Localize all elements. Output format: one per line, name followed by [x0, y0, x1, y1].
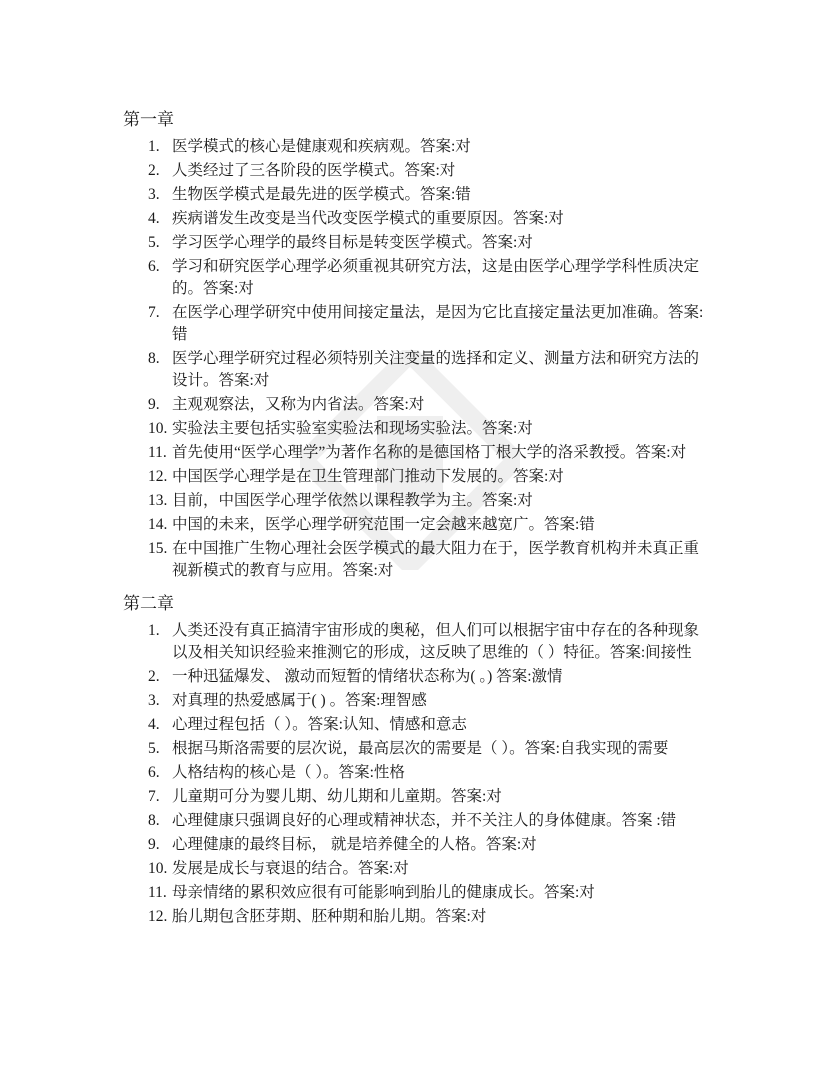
- item-number-text: 12.: [148, 468, 168, 485]
- list-item: [123, 302, 723, 346]
- item-number: [123, 136, 172, 158]
- item-text: 在中国推广生物心理社会医学模式的最大阻力在于，医学教育机构并未真正重视新模式的教育与应用。答案:对: [172, 540, 700, 579]
- list-item: [123, 348, 723, 392]
- item-text: 疾病谱发生改变是当代改变医学模式的重要原因。答案:对: [172, 210, 564, 227]
- item-text: 医学模式的核心是健康观和疾病观。答案:对: [172, 138, 471, 155]
- item-number-text: 1.: [148, 138, 160, 155]
- list-item: [123, 738, 723, 760]
- item-number: [123, 208, 172, 230]
- list-item: [123, 786, 723, 808]
- item-number-text: 11.: [148, 444, 167, 461]
- item-number-text: 9.: [148, 836, 160, 853]
- item-number: [123, 690, 172, 712]
- item-number: [123, 666, 172, 688]
- item-text: 学习和研究医学心理学必须重视其研究方法，这是由医学心理学学科性质决定的。答案:对: [172, 258, 700, 297]
- item-number-text: 3.: [148, 692, 160, 709]
- chapter-2: [123, 592, 723, 928]
- list-item: [123, 208, 723, 230]
- item-number: [123, 762, 172, 784]
- item-number: [123, 442, 172, 464]
- list-item: [123, 620, 723, 664]
- item-text: 首先使用“医学心理学”为著作名称的是德国格丁根大学的洛采教授。答案:对: [172, 444, 687, 461]
- list-item: [123, 256, 723, 300]
- list-item: [123, 690, 723, 712]
- list-item: [123, 666, 723, 688]
- list-item: [123, 810, 723, 832]
- item-number-text: 10.: [148, 420, 168, 437]
- item-number: [123, 834, 172, 856]
- chapter-title: 第二章: [123, 594, 174, 613]
- list-item: [123, 858, 723, 880]
- item-text: 主观观察法，又称为内省法。答案:对: [172, 396, 425, 413]
- item-text: 心理过程包括（ ）。答案:认知、情感和意志: [172, 716, 467, 733]
- item-number: [123, 738, 172, 760]
- list-item: [123, 762, 723, 784]
- item-number: [123, 514, 172, 536]
- item-text: 人类还没有真正搞清宇宙形成的奥秘，但人们可以根据宇宙中存在的各种现象以及相关知识经验来推测它的形成，这反映了思维的（ ）特征。答案:间接性: [172, 622, 700, 661]
- list-item: [123, 834, 723, 856]
- item-text: 心理健康只强调良好的心理或精神状态，并不关注人的身体健康。答案 :错: [172, 812, 677, 829]
- item-number-text: 11.: [148, 884, 167, 901]
- list-item: [123, 906, 723, 928]
- question-list: [123, 136, 723, 582]
- item-number-text: 2.: [148, 162, 160, 179]
- list-item: [123, 442, 723, 464]
- list-item: [123, 184, 723, 206]
- question-list: [123, 620, 723, 928]
- item-text: 人格结构的核心是（ ）。答案:性格: [172, 764, 405, 781]
- item-number: [123, 394, 172, 416]
- list-item: [123, 466, 723, 488]
- item-number: [123, 418, 172, 440]
- item-text: 中国医学心理学是在卫生管理部门推动下发展的。答案:对: [172, 468, 564, 485]
- item-number: [123, 232, 172, 254]
- item-number: [123, 490, 172, 512]
- item-text: 儿童期可分为婴儿期、幼儿期和儿童期。答案:对: [172, 788, 502, 805]
- item-number-text: 1.: [148, 622, 160, 639]
- list-item: [123, 136, 723, 158]
- item-number: [123, 786, 172, 808]
- item-number-text: 9.: [148, 396, 160, 413]
- item-number-text: 3.: [148, 186, 160, 203]
- item-number: [123, 256, 172, 300]
- item-number: [123, 348, 172, 392]
- item-text: 一种迅猛爆发、 激动而短暂的情绪状态称为( 。) 答案:激情: [172, 668, 563, 685]
- item-number-text: 4.: [148, 716, 160, 733]
- item-number-text: 15.: [148, 540, 168, 557]
- item-text: 医学心理学研究过程必须特别关注变量的选择和定义、测量方法和研究方法的设计。答案:对: [172, 350, 700, 389]
- item-number: [123, 466, 172, 488]
- item-number-text: 5.: [148, 234, 160, 251]
- item-number: [123, 810, 172, 832]
- item-number-text: 6.: [148, 258, 160, 275]
- item-number: [123, 714, 172, 736]
- item-number-text: 7.: [148, 304, 160, 321]
- item-number-text: 12.: [148, 908, 168, 925]
- list-item: [123, 538, 723, 582]
- item-text: 目前，中国医学心理学依然以课程教学为主。答案:对: [172, 492, 533, 509]
- item-number-text: 13.: [148, 492, 168, 509]
- list-item: [123, 882, 723, 904]
- item-text: 人类经过了三各阶段的医学模式。答案:对: [172, 162, 456, 179]
- item-number: [123, 184, 172, 206]
- chapter-title: 第一章: [123, 110, 174, 129]
- item-number-text: 8.: [148, 812, 160, 829]
- item-number-text: 6.: [148, 764, 160, 781]
- item-text: 根据马斯洛需要的层次说，最高层次的需要是（ ）。答案:自我实现的需要: [172, 740, 669, 757]
- item-text: 在医学心理学研究中使用间接定量法，是因为它比直接定量法更加准确。答案:错: [172, 304, 704, 343]
- item-number-text: 2.: [148, 668, 160, 685]
- item-number: [123, 858, 172, 880]
- item-number: [123, 538, 172, 582]
- list-item: [123, 514, 723, 536]
- item-text: 母亲情绪的累积效应很有可能影响到胎儿的健康成长。答案:对: [172, 884, 595, 901]
- item-number: [123, 882, 172, 904]
- item-text: 实验法主要包括实验室实验法和现场实验法。答案:对: [172, 420, 533, 437]
- item-number-text: 10.: [148, 860, 168, 877]
- item-text: 对真理的热爱感属于( ) 。答案:理智感: [172, 692, 427, 709]
- chapter-1: [123, 108, 723, 582]
- list-item: [123, 160, 723, 182]
- item-text: 发展是成长与衰退的结合。答案:对: [172, 860, 409, 877]
- item-number: [123, 302, 172, 346]
- item-number-text: 8.: [148, 350, 160, 367]
- list-item: [123, 232, 723, 254]
- item-text: 学习医学心理学的最终目标是转变医学模式。答案:对: [172, 234, 533, 251]
- item-text: 生物医学模式是最先进的医学模式。答案:错: [172, 186, 471, 203]
- list-item: [123, 418, 723, 440]
- item-number: [123, 160, 172, 182]
- item-text: 心理健康的最终目标， 就是培养健全的人格。答案:对: [172, 836, 537, 853]
- list-item: [123, 394, 723, 416]
- item-text: 胎儿期包含胚芽期、胚种期和胎儿期。答案:对: [172, 908, 487, 925]
- item-text: 中国的未来，医学心理学研究范围一定会越来越宽广。答案:错: [172, 516, 595, 533]
- list-item: [123, 714, 723, 736]
- item-number: [123, 906, 172, 928]
- item-number-text: 4.: [148, 210, 160, 227]
- item-number-text: 5.: [148, 740, 160, 757]
- list-item: [123, 490, 723, 512]
- item-number-text: 14.: [148, 516, 168, 533]
- document-page: [123, 108, 723, 930]
- item-number: [123, 620, 172, 664]
- item-number-text: 7.: [148, 788, 160, 805]
